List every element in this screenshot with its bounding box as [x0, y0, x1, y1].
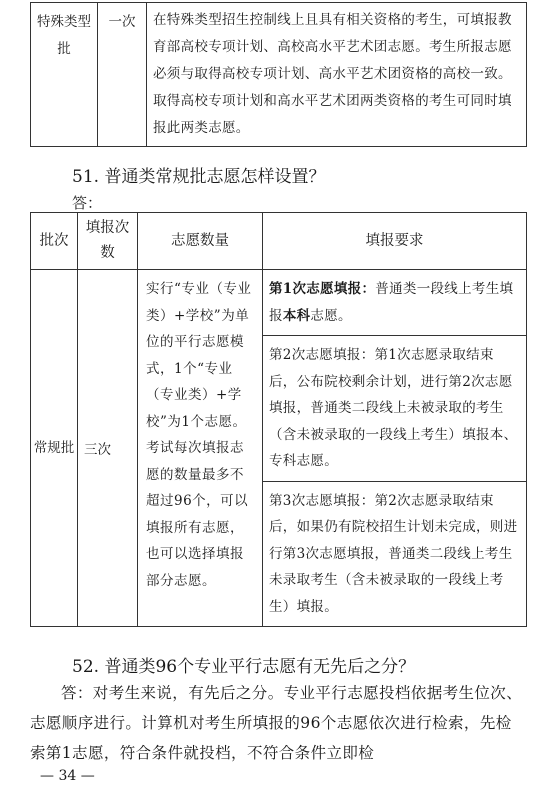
count-cell: 一次	[98, 3, 147, 147]
header-batch: 批次	[31, 213, 78, 270]
header-quantity: 志愿数量	[138, 213, 263, 270]
header-count: 填报次数	[78, 213, 138, 270]
answer-paragraph: 答：对考生来说，有先后之分。专业平行志愿投档依据考生位次、志愿顺序进行。计算机对考生所填报的96个志愿依次进行检索，先检索第1志愿，符合条件就投档，不符合条件立即检	[30, 684, 523, 762]
batch-cell: 特殊类型批	[31, 3, 98, 147]
round-1-lead: 第1次志愿填报：	[269, 281, 376, 297]
round-2-cell: 第2次志愿填报：第1次志愿录取结束后，公布院校剩余计划，进行第2次志愿填报，普通类二段线上未被录取的考生（含未被录取的一段线上考生）填报本、专科志愿。	[263, 336, 527, 482]
question-51-title: 51. 普通类常规批志愿怎样设置？	[72, 167, 326, 187]
question-52-title: 52. 普通类96个专业平行志愿有无先后之分？	[72, 657, 416, 677]
count-cell: 三次	[78, 270, 138, 627]
regular-batch-table	[30, 212, 527, 627]
special-batch-table	[30, 2, 527, 147]
round-1-cell	[263, 270, 527, 336]
batch-cell: 常规批	[31, 270, 78, 627]
table-row	[31, 3, 527, 147]
round-1-end: 志愿。	[310, 307, 352, 324]
requirement-cell: 在特殊类型招生控制线上且具有相关资格的考生，可填报教育部高校专项计划、高校高水平艺术团志愿。考生所报志愿必须与取得高校专项计划、高水平艺术团资格的高校一致。取得高校专项计划和高水平艺术团两类资格的考生可同时填报此两类志愿。	[147, 3, 527, 147]
round-3-cell: 第3次志愿填报：第2次志愿录取结束后，如果仍有院校招生计划未完成，则进行第3次志愿填报，普通类二段线上考生未录取考生（含未被录取的一段线上考生）填报。	[263, 481, 527, 627]
header-requirement: 填报要求	[263, 213, 527, 270]
quantity-text-2: 考试每次填报志愿的数量最多不超过96个，可以填报所有志愿，也可以选择填报部分志愿。	[146, 440, 249, 589]
quantity-text-1: 实行“专业（专业类）+学校”为单位的平行志愿模式，1个“专业（专业类）+学校”为1个志愿。	[146, 281, 252, 430]
page-number: — 34 —	[40, 768, 95, 784]
table-header-row	[31, 213, 527, 270]
answer-label: 答：	[72, 194, 103, 212]
round-1-text: 普通类一段线上考生填报	[269, 281, 514, 324]
quantity-cell	[138, 270, 263, 627]
round-1-bold: 本科	[282, 307, 311, 324]
table-row	[31, 270, 527, 336]
